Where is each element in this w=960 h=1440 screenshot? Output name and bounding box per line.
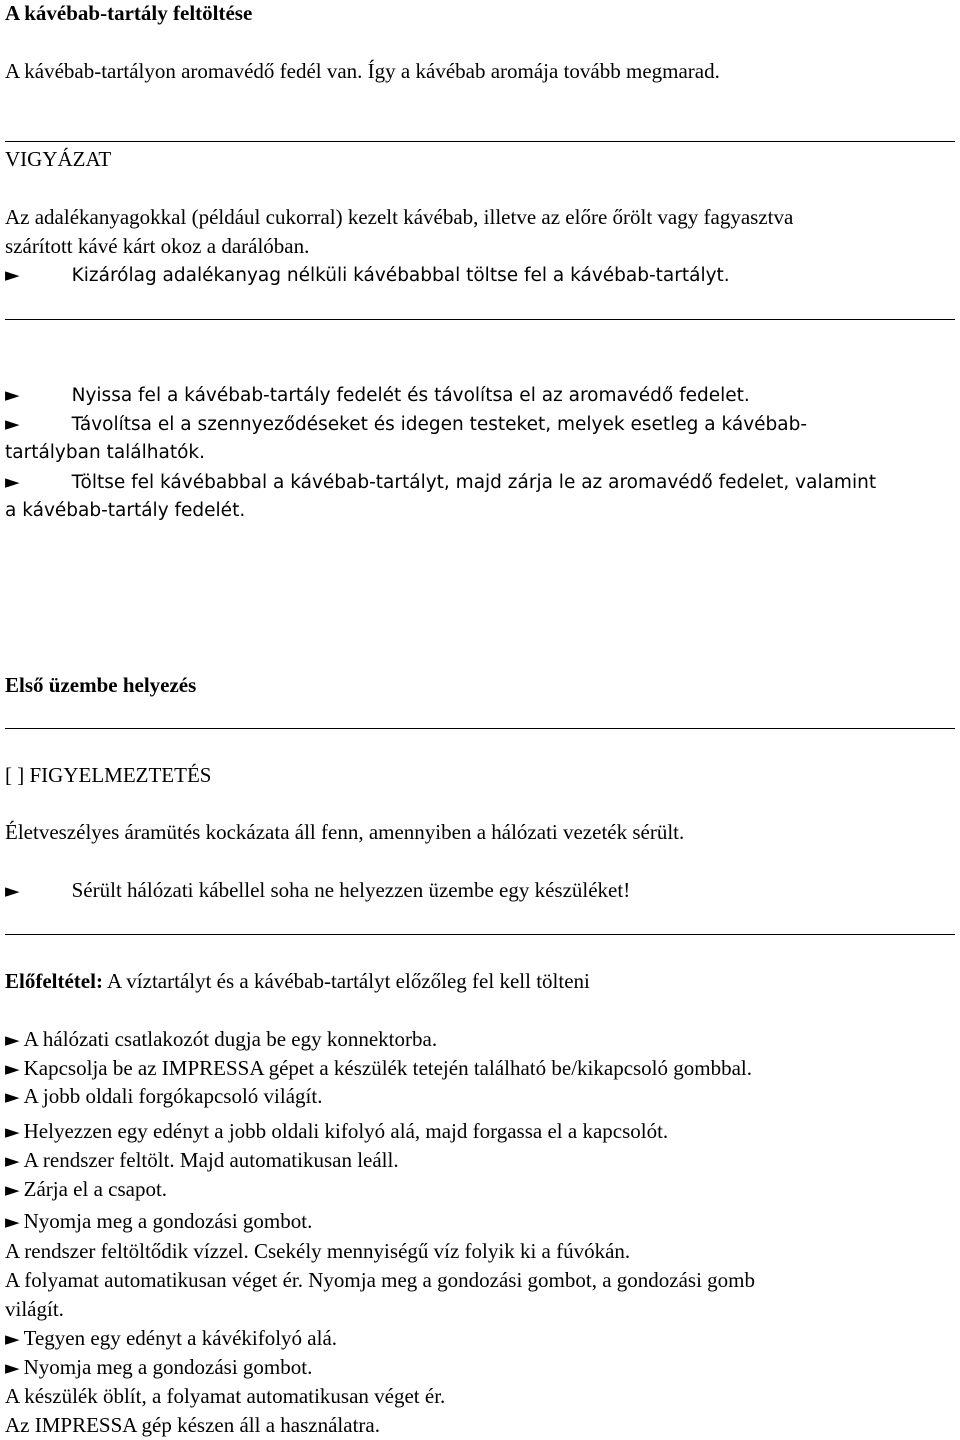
step-item [5, 1354, 312, 1381]
step-item [5, 1325, 337, 1352]
step-text: Tegyen egy edényt a kávékifolyó alá. [23, 1326, 338, 1350]
arrow-right-icon: ► [5, 1357, 20, 1379]
step-text: Zárja el a csapot. [23, 1177, 168, 1201]
arrow-right-icon: ► [5, 1150, 20, 1172]
step-item [5, 411, 807, 438]
step-text: Távolítsa el a szennyeződéseket és idegen testeket, melyek esetleg a kávébab- [71, 414, 808, 435]
step-text: Helyezzen egy edényt a jobb oldali kifolyó alá, majd forgassa el a kapcsolót. [23, 1119, 669, 1143]
warning-text: szárított kávé kárt okoz a darálóban. [5, 234, 310, 258]
warning-step-text: Kizárólag adalékanyag nélküli kávébabbal töltse fel a kávébab-tartályt. [71, 265, 730, 286]
arrow-right-icon: ► [5, 1058, 20, 1080]
arrow-right-icon: ► [5, 880, 20, 902]
divider [5, 141, 955, 142]
step-item [5, 1208, 312, 1235]
step-text-continued: a kávébab-tartály fedelét. [5, 500, 246, 521]
precondition-text: A víztartályt és a kávébab-tartályt előzőleg fel kell tölteni [102, 969, 590, 993]
arrow-right-icon: ► [5, 384, 20, 406]
step-item [5, 1147, 399, 1174]
step-text: Nyomja meg a gondozási gombot. [23, 1209, 313, 1233]
result-text-continued: világít. [5, 1297, 64, 1321]
result-text: A folyamat automatikusan véget ér. Nyomja meg a gondozási gombot, a gondozási gomb [5, 1268, 756, 1292]
step-item [5, 382, 750, 409]
arrow-right-icon: ► [5, 1179, 20, 1201]
step-item [5, 469, 876, 496]
step-item [5, 1118, 668, 1145]
result-text: A készülék öblít, a folyamat automatikusan véget ér. [5, 1384, 446, 1408]
arrow-right-icon: ► [5, 1211, 20, 1233]
divider [5, 319, 955, 320]
step-text: A hálózati csatlakozót dugja be egy konnektorba. [23, 1027, 438, 1051]
step-text: A jobb oldali forgókapcsoló világít. [23, 1084, 323, 1108]
divider [5, 728, 955, 729]
section-heading-first-start: Első üzembe helyezés [5, 673, 197, 697]
warning-step-text: Sérült hálózati kábellel soha ne helyezzen üzembe egy készüléket! [71, 878, 631, 902]
arrow-right-icon: ► [5, 1086, 20, 1108]
warning-label: [ ] FIGYELMEZTETÉS [5, 763, 212, 787]
step-text: Töltse fel kávébabbal a kávébab-tartályt, majd zárja le az aromavédő fedelet, valamint [71, 472, 877, 493]
step-item [5, 1176, 167, 1203]
arrow-right-icon: ► [5, 1029, 20, 1051]
result-text: Az IMPRESSA gép készen áll a használatra. [5, 1413, 380, 1437]
step-text: Nyomja meg a gondozási gombot. [23, 1355, 313, 1379]
section-heading-bean-container: A kávébab-tartály feltöltése [5, 1, 253, 25]
arrow-right-icon: ► [5, 1328, 20, 1350]
result-text: A rendszer feltöltődik vízzel. Csekély mennyiségű víz folyik ki a fúvókán. [5, 1239, 631, 1263]
step-item [5, 1026, 437, 1053]
warning-step [5, 877, 630, 904]
arrow-right-icon: ► [5, 1121, 20, 1143]
arrow-right-icon: ► [5, 471, 20, 493]
arrow-right-icon: ► [5, 413, 20, 435]
warning-step [5, 262, 730, 289]
precondition [5, 968, 590, 994]
step-text: Kapcsolja be az IMPRESSA gépet a készülék tetején található be/kikapcsoló gombbal. [23, 1056, 753, 1080]
divider [5, 934, 955, 935]
step-text-continued: tartályban találhatók. [5, 442, 205, 463]
warning-label: VIGYÁZAT [5, 147, 112, 171]
step-item [5, 1083, 322, 1110]
arrow-right-icon: ► [5, 264, 20, 286]
step-text: Nyissa fel a kávébab-tartály fedelét és távolítsa el az aromavédő fedelet. [71, 385, 750, 406]
step-text: A rendszer feltölt. Majd automatikusan leáll. [23, 1148, 399, 1172]
warning-text: Az adalékanyagokkal (például cukorral) kezelt kávébab, illetve az előre őrölt vagy fagyasztva [5, 205, 794, 229]
intro-text: A kávébab-tartályon aromavédő fedél van. Így a kávébab aromája tovább megmarad. [5, 59, 720, 83]
step-item [5, 1055, 752, 1082]
warning-text: Életveszélyes áramütés kockázata áll fenn, amennyiben a hálózati vezeték sérült. [5, 820, 685, 844]
precondition-label: Előfeltétel: [5, 969, 103, 993]
